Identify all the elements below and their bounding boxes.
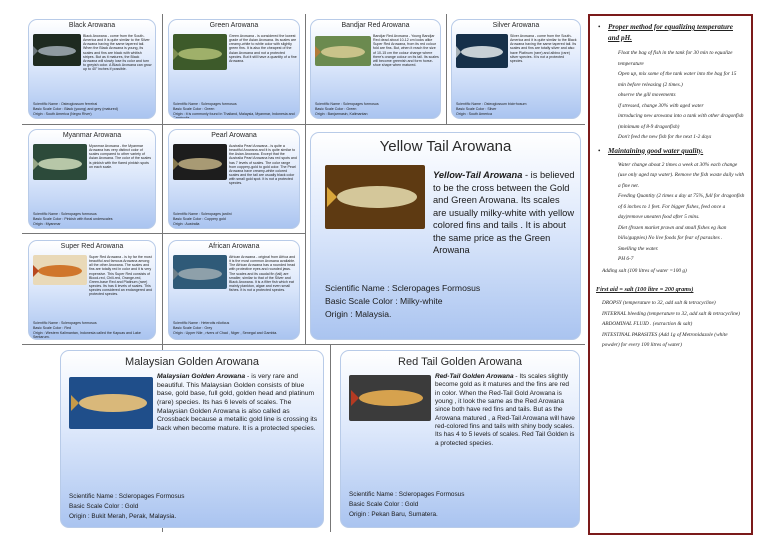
fish-photo-bandjar bbox=[315, 36, 371, 66]
card-scale-color: Basic Scale Color : Grey bbox=[173, 326, 213, 330]
card-title: Super Red Arowana bbox=[60, 243, 124, 250]
fish-photo-malaysian-golden bbox=[69, 377, 153, 429]
card-origin: Origin : Western Kalimantan, Indonesia called the Kapuas and Lake Sentarum. bbox=[33, 331, 141, 340]
card-myanmar-arowana bbox=[28, 129, 156, 229]
grid-divider bbox=[305, 14, 306, 344]
fish-photo-pearl bbox=[173, 144, 227, 180]
card-scale-color: Basic Scale Color : Gold bbox=[349, 501, 419, 508]
card-pearl-arowana bbox=[168, 129, 300, 229]
card-title: Yellow Tail Arowana bbox=[379, 138, 512, 155]
card-scientific-name: Scientific Name : Osteoglossum ferreirai bbox=[33, 102, 98, 106]
card-description: African Arowana - original from Africa and it is the most common Arowana available. The African Arowana has a rounded head with protective eyes and rounded jaws. The scales and its caudal fin (tail) are smaller, similar to that of the Silver and Black Arowana. It is a filter fish which eat mainly plankton, algae and even small fishes. It is not a protected species. bbox=[229, 255, 296, 292]
card-red-tail-golden-arowana bbox=[340, 350, 580, 528]
grid-divider bbox=[22, 124, 585, 125]
list-item: ABDOMINAL FLUID . (extraction & salt) bbox=[602, 321, 693, 327]
card-scientific-name: Scientific Name : Scleropages Formosus bbox=[325, 283, 481, 293]
card-description: Red-Tail Golden Arowana - Its scales slightly become gold as it matures and the fins are red in color. When the Red-Tail Gold Arowana is young , it look the same as the Red Arowana since both have red fins and tails. But as the Arowana matured , a Red-Tail Arowana will have red-colored fins and tails with shiny body scales. Its has 4 to 5 levels of scales. Red Tail Golden is a protected species. bbox=[435, 373, 575, 447]
list-item: Float the bag of fish in the tank for 30 min to equalize temperature bbox=[618, 50, 733, 67]
card-scale-color: Basic Scale Color : Milky-white bbox=[325, 296, 443, 306]
card-title: Green Arowana bbox=[209, 22, 259, 29]
list-item: INTESTINAL PARASITES (Add 1g of Metronidazole (white powder) for every 100 litres of water) bbox=[602, 331, 728, 348]
list-item: Diet (frozen market prawn and small fishes eg ikan bilis/guppies) No live foods for fear of parasites . bbox=[618, 224, 727, 241]
list-item: INTERNAL bleeding (temperature to 32, add salt & tetracycline) bbox=[602, 310, 740, 317]
fish-photo-silver bbox=[456, 34, 508, 68]
card-scientific-name: Scientific Name : Scleropages formosus bbox=[33, 321, 97, 325]
card-origin: Origin : Upper Nile , rivers of Chad , Niger , Senegal and Gambia. bbox=[173, 331, 278, 335]
card-title: African Arowana bbox=[208, 243, 260, 250]
card-origin: Origin : It is commonly found in Thailand, Malaysia, Myanmar, Indonesia and Cambodia. bbox=[173, 112, 295, 119]
card-malaysian-golden-arowana bbox=[60, 350, 324, 528]
card-description: Super Red Arowana - is by far the most beautiful and famous Arowana among all the other Arowana. The scales and fins are totally red in color and it is very expensive. This Super Red consists of Blood-red, Chili-red, Orange-red, Green-base Red and Platinum (rare) species. Its has 6 levels of scales. This species considered an endangered and protected species. bbox=[89, 255, 152, 297]
card-lead: Malaysian Golden Arowana bbox=[157, 373, 246, 380]
equalizing-list bbox=[596, 48, 745, 143]
card-scale-color: Basic Scale Color : Coppery gold bbox=[173, 217, 226, 221]
card-origin: Origin : Australia bbox=[173, 222, 200, 226]
card-scientific-name: Scientific Name : Scleropages Formosus bbox=[349, 491, 465, 498]
grid-divider bbox=[446, 14, 447, 124]
card-origin: Origin : Pekan Baru, Sumatera. bbox=[349, 511, 438, 518]
card-scientific-name: Scientific Name : Heterotis niloticus bbox=[173, 321, 230, 325]
card-bandjar-red-arowana bbox=[310, 19, 441, 119]
card-scientific-name: Scientific Name : Scleropages formosus bbox=[173, 102, 237, 106]
card-scale-color: Basic Scale Color : Green bbox=[173, 107, 215, 111]
fish-photo-african bbox=[173, 255, 227, 289]
card-title: Malaysian Golden Arowana bbox=[125, 356, 259, 368]
card-scientific-name: Scientific Name : Scleropages formosus bbox=[315, 102, 379, 106]
card-description-text: is very rare and beautiful. This Malaysian Golden consists of blue base, gold base, full gold, golden head and platinum (rare) species. Its has 6 levels of scales. The Malaysian Golden Arowana is also called as Crossback because a metallic gold line is crossing its back when become mature. It is a protected species. bbox=[157, 373, 318, 433]
card-title: Pearl Arowana bbox=[211, 132, 257, 139]
card-scale-color: Basic Scale Color : Silver bbox=[456, 107, 497, 111]
fish-photo-green bbox=[173, 34, 227, 70]
card-description: Black Arowana - come from the South-America and it is quite similar to the Silver Arowana having the same tapered tail. When the Black Arowana is young, its scales and fins are black with whitish stripes. But as it matures, the Black Arowana will slowly lose its color and turn to greyish color. A Black Arowana can grow up to 40" inches if possible. bbox=[83, 34, 152, 71]
card-origin: Origin : South America (Negro River) bbox=[33, 112, 92, 116]
card-scale-color: Basic Scale Color : Black (young) and grey (matured) bbox=[33, 107, 118, 111]
fish-photo-super-red bbox=[33, 255, 87, 285]
fish-photo-red-tail-golden bbox=[349, 375, 431, 421]
salt-note: Adding salt (100 litres of water =100 g) bbox=[602, 267, 687, 274]
list-item: if stressed, change 30% with aged water bbox=[618, 102, 704, 109]
list-item: Open up, mix some of the tank water into the bag for 15 min before releasing (2 times.) bbox=[618, 71, 737, 88]
card-silver-arowana bbox=[451, 19, 581, 119]
card-origin: Origin : Banjarmasin, Kalimantan bbox=[315, 112, 368, 116]
card-super-red-arowana bbox=[28, 240, 156, 340]
card-scientific-name: Scientific Name : Osteoglossum bicirrhosum bbox=[456, 102, 527, 106]
card-lead: Yellow-Tail Arowana bbox=[433, 170, 523, 180]
card-african-arowana bbox=[168, 240, 300, 340]
card-origin: Origin : Myanmar bbox=[33, 222, 61, 226]
card-scientific-name: Scientific Name : Scleropages jardini bbox=[173, 212, 232, 216]
card-origin: Origin : South America bbox=[456, 112, 492, 116]
card-scale-color: Basic Scale Color : Red bbox=[33, 326, 71, 330]
list-item: observe the gill movements bbox=[618, 92, 676, 98]
water-quality-list bbox=[596, 160, 745, 265]
card-title: Red Tail Golden Arowana bbox=[398, 356, 522, 368]
grid-divider bbox=[22, 344, 585, 345]
card-description-text: Its scales slightly become gold as it matures and the fins are red in color. When the Red-Tail Gold Arowana is young , it look the same as the Red Arowana since both have red fins and tails. But as the Arowana matured , a Red-Tail Arowana will have red-colored fins and tails with shiny body scales. Its has 4 to 5 levels of scales. Red Tail Golden is a protected species. bbox=[435, 373, 575, 447]
grid-divider bbox=[22, 233, 305, 234]
card-description: Bandjar Red Arowana - Young Bandjar Red dead about 10-12 cm looks alike Super Red Arowana, from its red colour fold are fins. But, when it reach the size of 10-15 cm the colour change where there's orange colour on its tail. Its scales will become greenish and form horse-shoe shape when matured. bbox=[373, 34, 439, 67]
card-scale-color: Basic Scale Color : Gold bbox=[69, 503, 139, 510]
grid-divider bbox=[330, 344, 331, 532]
card-yellow-tail-arowana bbox=[310, 132, 581, 340]
list-item: DROPSY (temperature to 32, add salt & tetracycline) bbox=[602, 300, 716, 306]
list-item: Don't feed the new fish for the next 1-2 days bbox=[618, 134, 712, 140]
list-item: Smelling the water. bbox=[618, 245, 659, 252]
section-heading-water-quality: Maintaining good water quality. bbox=[608, 146, 704, 155]
card-scale-color: Basic Scale Color : Green bbox=[315, 107, 357, 111]
card-description: Green Arowana - is considered the lowest grade of the Asian Arowana. Its scales are creamy-white to white color with slightly green fins. It is also the cheapest of the Asian Arowana and not a protected species. But it still have a quantity of a fine Arowana. bbox=[229, 34, 297, 63]
card-black-arowana bbox=[28, 19, 156, 119]
fish-photo-myanmar bbox=[33, 144, 87, 180]
card-title: Myanmar Arowana bbox=[62, 132, 122, 139]
card-title: Bandjar Red Arowana bbox=[341, 22, 410, 29]
first-aid-list bbox=[596, 298, 745, 351]
card-description: Yellow-Tail Arowana - is believed to be the cross between the Gold and Green Arowana. Its scales are usually milky-white with yellow colored fins and tails . It is about the same price as the Green Arowana bbox=[433, 170, 575, 256]
card-description: Malaysian Golden Arowana - is very rare and beautiful. This Malaysian Golden consists of blue base, gold base, full gold, golden head and platinum (rare) species. Its has 6 levels of scales. The Malaysian Golden Arowana is also called as Crossback because a metallic gold line is crossing its back when become mature. It is a protected species. bbox=[157, 373, 318, 433]
bullet-icon: • bbox=[598, 146, 601, 155]
bullet-icon: • bbox=[598, 23, 601, 31]
fish-photo-yellow-tail bbox=[325, 165, 425, 229]
list-item: Feeding Quantity (2 times a day at 75%, full for dragonfish of 6 inches to 1 feet. For bigger fishes, feed once a day)remove uneaten food after 5 mins. bbox=[618, 193, 745, 220]
card-title: Silver Arowana bbox=[492, 22, 540, 29]
card-scientific-name: Scientific Name : Scleropages formosus bbox=[33, 212, 97, 216]
care-instructions-panel bbox=[588, 14, 753, 535]
card-scale-color: Basic Scale Color : Pinkish with floral underscales bbox=[33, 217, 113, 221]
card-description: Silver Arowana - come from the South-America and it is quite similar to the Black Arowana having the same tapered tail. Its scales and fins are totally silver and also have Platinum (rare) and albino (rare) silver species. It is not a protected species. bbox=[510, 34, 577, 63]
list-item: introducing new arowana into a tank with other dragonfish (minimum of 8-9 dragonfish) bbox=[618, 113, 744, 130]
fish-photo-black bbox=[33, 34, 81, 66]
card-green-arowana bbox=[168, 19, 300, 119]
card-description: Australia Pearl Arowana - is quite a beautiful Arowana and it is quite similar to the Asian Arowana. Except that the Australia Pearl Arowana has red spots and has 7 levels of scales. The color range from coppery-gold to gold color. The Pearl Arowana have creamy-white colored scales and the tail are usually black color with small gold spot. It is not a protected species. bbox=[229, 144, 297, 186]
list-item: PH 6-7 bbox=[618, 256, 634, 262]
section-heading-first-aid: First aid = salt (100 litre = 200 grams) bbox=[596, 286, 694, 293]
section-heading-equalizing: Proper method for equalizing temperature and pH. bbox=[608, 23, 733, 42]
card-lead: Red-Tail Golden Arowana bbox=[435, 373, 514, 380]
card-origin: Origin : Bukit Merah, Perak, Malaysia. bbox=[69, 513, 177, 520]
card-origin: Origin : Malaysia. bbox=[325, 309, 392, 319]
card-scientific-name: Scientific Name : Scleropages Formosus bbox=[69, 493, 185, 500]
card-description: Myanmar Arowana - the Myanmar Arowana has very distinct color of scales compared to other variety of Asian Arowana. The color of the scales is pinkish with the flared pinkish spots on each scale. bbox=[89, 144, 152, 169]
list-item: Water change about 2 times a week at 30% each change (use only aged tap water). Remove the fish waste daily with a fine net. bbox=[618, 161, 745, 189]
arowana-grid bbox=[22, 14, 585, 532]
card-title: Black Arowana bbox=[68, 22, 116, 29]
card-description-text: is believed to be the cross between the Gold and Green Arowana. Its scales are usually milky-white with yellow colored fins and tails . It is about the same price as the Green Arowana bbox=[433, 170, 575, 256]
